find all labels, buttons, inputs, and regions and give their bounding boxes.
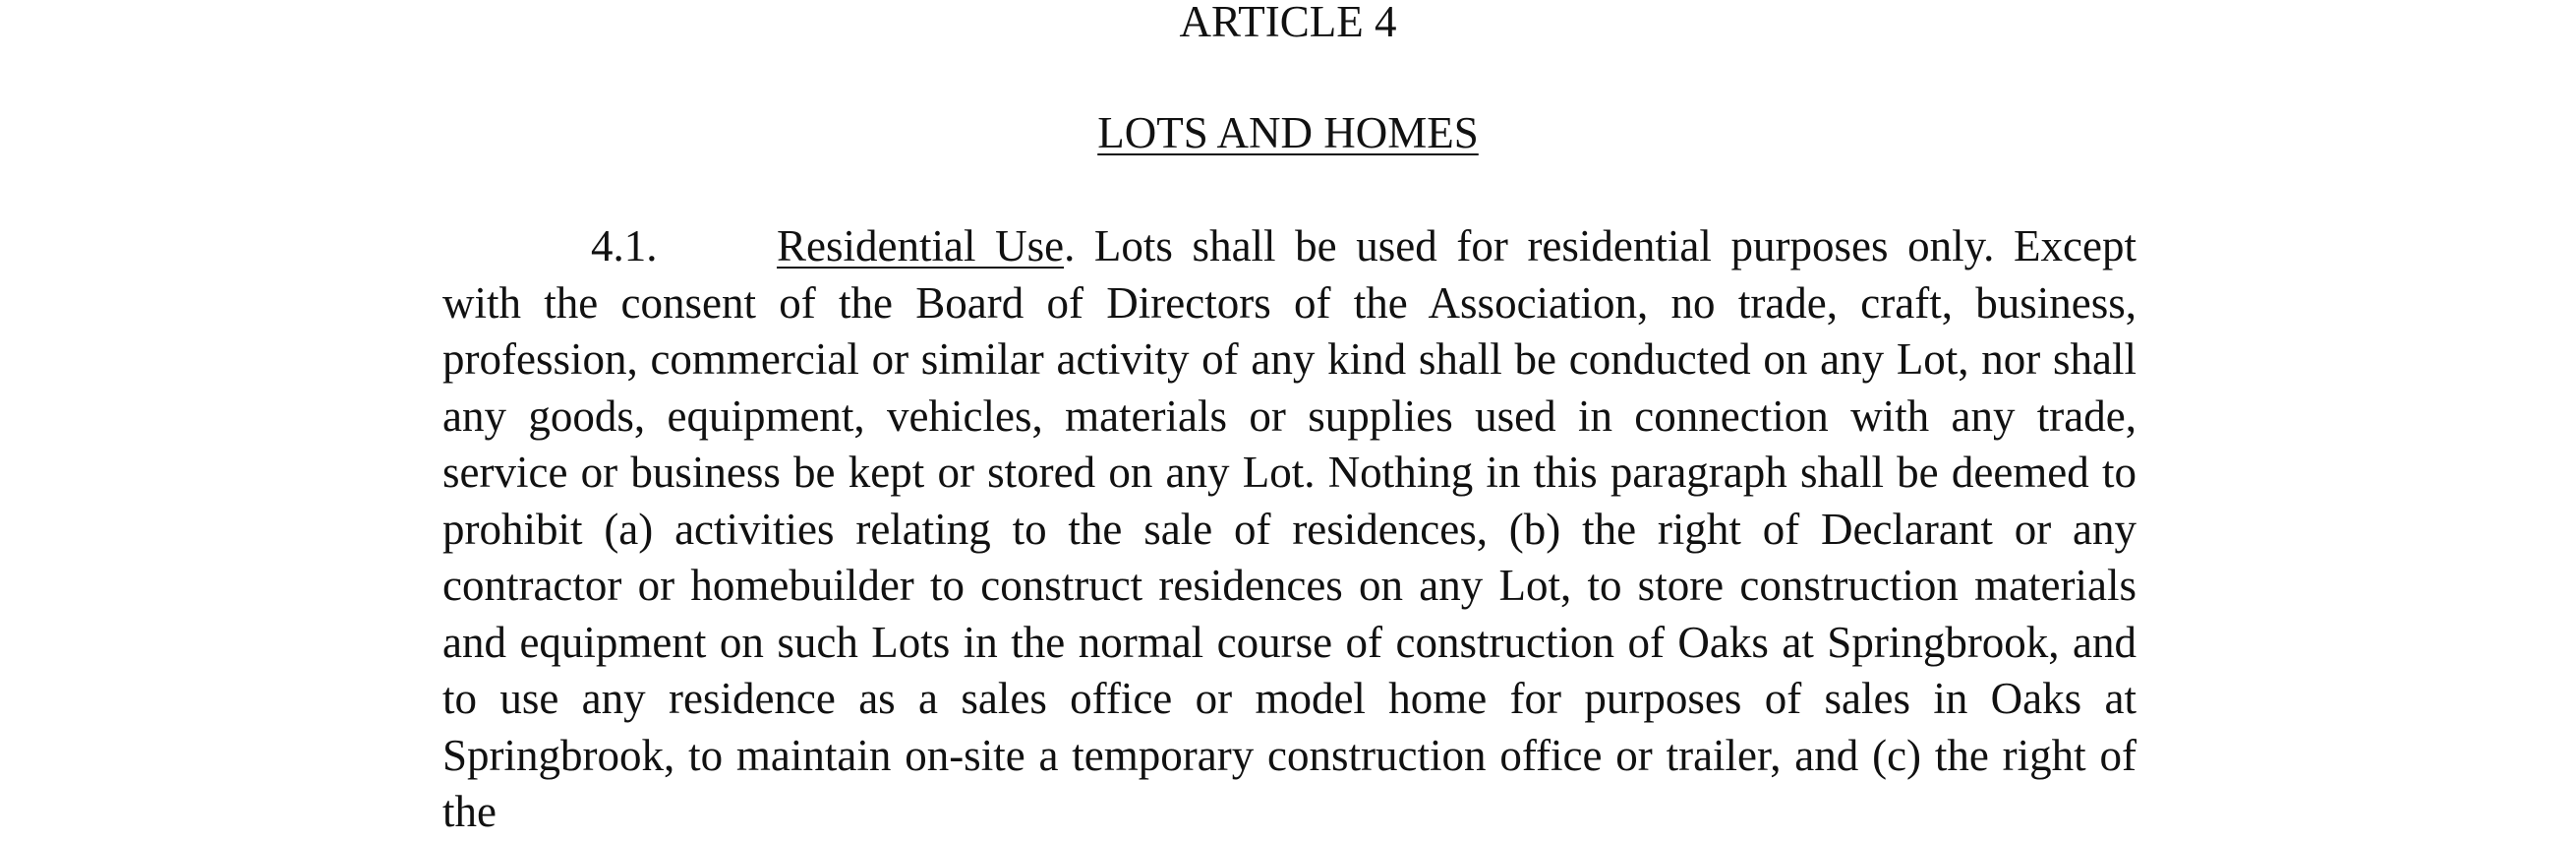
article-title bbox=[0, 105, 2576, 160]
section-body-text: Lots shall be used for residential purposes only. Except with the consent of the Board of Directors of the Association, no trade, craft, business, profession, commercial or similar activity of any kind shall be conducted on any Lot, nor shall any goods, equipment, vehicles, materials or supplies used in connection with any trade, service or business be kept or stored on any Lot. Nothing in this paragraph shall be deemed to prohibit (a) activities relating to the sale of residences, (b) the right of Declarant or any contractor or homebuilder to construct residences on any Lot, to store construction materials and equipment on such Lots in the normal course of construction of Oaks at Springbrook, and to use any residence as a sales office or model home for purposes of sales in Oaks at Springbrook, to maintain on-site a temporary construction office or trailer, and (c) the right of the bbox=[442, 221, 2137, 836]
section-heading-punctuation: . bbox=[1064, 221, 1076, 270]
article-number-heading: ARTICLE 4 bbox=[1179, 0, 1397, 46]
section-number: 4.1. bbox=[591, 221, 658, 270]
article-title-text: LOTS AND HOMES bbox=[1097, 108, 1479, 157]
section-heading: Residential Use bbox=[777, 221, 1065, 270]
section-paragraph bbox=[442, 218, 2137, 841]
